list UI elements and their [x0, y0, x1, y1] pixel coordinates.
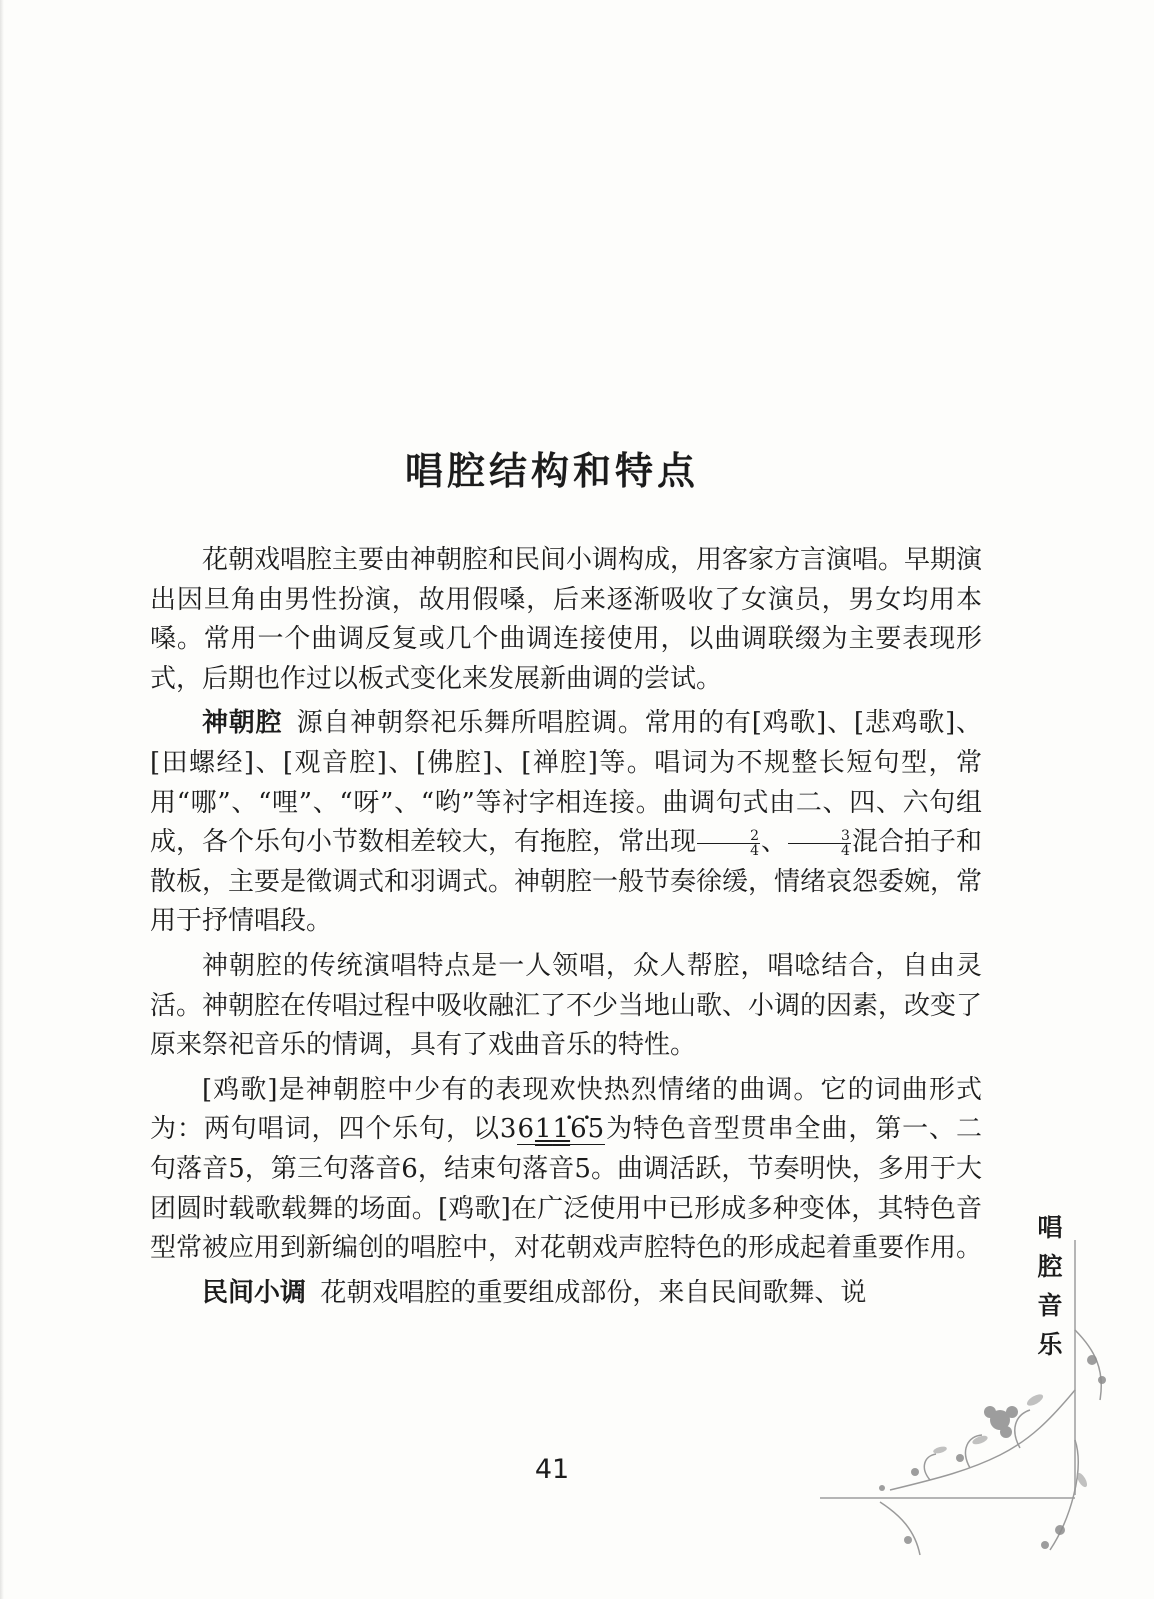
side-label-char: 乐 — [1037, 1330, 1063, 1359]
note-underlined: 6 — [570, 1114, 588, 1145]
note-high-octave: · 1 — [535, 1114, 553, 1144]
paragraph-text: 为特色音型贯串全曲，第一、二句落音5，第三句落音6，结束句落音5。曲调活跃，节奏明快，多用于大团圆时载歌载舞的场面。[鸡歌]在广泛使用中已形成多种变体，其特色音型常被应用到新编创的唱腔中，对花朝戏声腔特色的形成起着重要作用。 — [150, 1114, 983, 1264]
paragraph-text: 源自神朝祭祀乐舞所唱腔调。常用的有[鸡歌]、[悲鸡歌]、[田螺经]、[观音腔]、[佛腔]、[禅腔]等。唱词为不规整长短句型，常用“哪”、“哩”、“呀”、“哟”等衬字相连接。曲调句式由二、四、六句组成，各个乐句小节数相差较大，有拖腔，常出现 — [150, 708, 982, 858]
side-label-char: 唱 — [1037, 1213, 1063, 1242]
page-number: 41 — [534, 1454, 570, 1485]
fraction-numerator: 3 — [788, 829, 851, 844]
paragraph-performance: 神朝腔的传统演唱特点是一人领唱，众人帮腔，唱唸结合，自由灵活。神朝腔在传唱过程中吸收融汇了不少当地山歌、小调的因素，改变了原来祭祀音乐的情调，具有了戏曲音乐的特性。 — [150, 950, 983, 1061]
term-minjianxiaodiao: 民间小调 — [202, 1277, 307, 1308]
term-shenchaoqiang: 神朝腔 — [202, 708, 283, 739]
fraction-denominator: 4 — [750, 842, 760, 859]
time-signature-fraction — [697, 829, 760, 858]
note-underlined: 5 — [587, 1114, 606, 1145]
paragraph-text: 花朝戏唱腔的重要组成部份，来自民间歌舞、说 — [320, 1277, 867, 1308]
side-label-char: 腔 — [1037, 1252, 1063, 1281]
note-high-octave: · 1 — [553, 1114, 571, 1144]
note-underlined: 6 — [517, 1114, 535, 1145]
paragraph-text: [鸡歌]是神朝腔中少有的表现欢快热烈情绪的曲调。它的词曲形式为：两句唱词，四个乐句，以 — [150, 1074, 982, 1145]
body-text — [150, 536, 982, 1313]
paragraph-jige — [150, 1071, 982, 1269]
page-title: 唱腔结构和特点 — [404, 449, 699, 493]
fraction-numerator: 2 — [697, 829, 760, 844]
fraction-denominator: 4 — [841, 842, 850, 859]
separator: 、 — [761, 827, 788, 858]
paragraph-intro: 花朝戏唱腔主要由神朝腔和民间小调构成，用客家方言演唱。早期演出因旦角由男性扮演，故用假嗓，后来逐渐吸收了女演员，男女均用本嗓。常用一个曲调反复或几个曲调连接使用，以曲调联缀为主要表现形式，后期也作过以板式变化来发展新曲调的尝试。 — [150, 545, 983, 694]
paragraph-shenchaoqiang — [150, 704, 982, 942]
page-edge-shadow — [0, 0, 4, 1599]
time-signature-fraction — [788, 829, 851, 858]
side-label-char: 音 — [1037, 1291, 1063, 1320]
notation-motif — [500, 1114, 605, 1145]
note: 3 — [499, 1114, 518, 1145]
paragraph-text: 混合拍子和散板，主要是徵调式和羽调式。神朝腔一般节奏徐缓，情绪哀怨委婉，常用于抒情唱段。 — [150, 827, 983, 937]
floral-vine-ornament — [820, 1240, 1120, 1560]
